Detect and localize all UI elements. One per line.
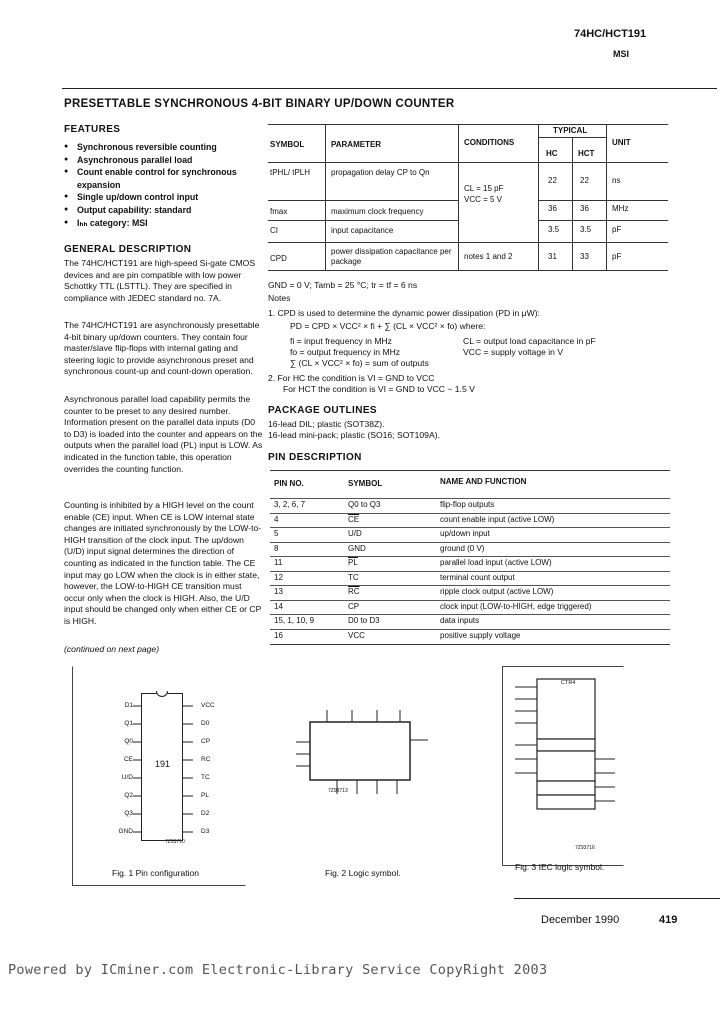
pin-no: 15, 1, 10, 9 bbox=[274, 616, 315, 625]
pin-label: GND bbox=[118, 828, 133, 835]
pin-no: 3, 2, 6, 7 bbox=[274, 500, 306, 509]
pin-label: Q0 bbox=[124, 738, 133, 745]
table-rule bbox=[268, 200, 458, 201]
row-hc: 3.5 bbox=[548, 225, 560, 234]
pin-label: D0 bbox=[201, 720, 210, 727]
th-hct: HCT bbox=[578, 149, 595, 158]
row-hct: 36 bbox=[580, 204, 589, 213]
pin-name: ripple clock output (active LOW) bbox=[440, 587, 554, 596]
pin-name: positive supply voltage bbox=[440, 630, 521, 640]
conditions-line: GND = 0 V; Tamb = 25 °C; tr = tf = 6 ns bbox=[268, 280, 418, 290]
note-def: fo = output frequency in MHz bbox=[290, 347, 401, 357]
package-heading: PACKAGE OUTLINES bbox=[268, 405, 377, 416]
table-row bbox=[270, 614, 670, 630]
note-2b: For HCT the condition is VI = GND to VCC − 1.5 V bbox=[283, 384, 475, 394]
pin-no: 12 bbox=[274, 572, 283, 582]
table-row bbox=[270, 498, 670, 514]
pin-name: count enable input (active LOW) bbox=[440, 514, 555, 524]
pin-label: Q2 bbox=[124, 792, 133, 799]
list-item: ● Asynchronous parallel load bbox=[64, 154, 264, 167]
table-rule bbox=[268, 270, 668, 271]
table-row bbox=[270, 556, 670, 572]
row-unit: pF bbox=[612, 225, 622, 234]
row-hc: 31 bbox=[548, 252, 557, 261]
pin-symbol: VCC bbox=[348, 630, 365, 640]
pin-label: RC bbox=[201, 756, 211, 763]
pin-label: D1 bbox=[124, 702, 133, 709]
logic-family: MSI bbox=[613, 49, 630, 59]
footer-rule bbox=[514, 898, 720, 899]
pin-label: D3 bbox=[201, 828, 210, 835]
note-def: fi = input frequency in MHz bbox=[290, 336, 392, 346]
right-pin-labels bbox=[201, 697, 231, 841]
left-pin-labels bbox=[111, 697, 133, 841]
pin-symbol: $\overline{CE}$ bbox=[348, 514, 360, 524]
table-rule bbox=[606, 124, 607, 270]
table-row bbox=[270, 527, 670, 543]
pin-label: Q1 bbox=[124, 720, 133, 727]
pin-symbol: $\overline{PL}$ bbox=[348, 558, 358, 567]
table-rule bbox=[572, 137, 573, 270]
row-symbol: tPHL/ tPLH bbox=[270, 168, 311, 177]
figure-code: 7Z93710 bbox=[165, 839, 185, 845]
pin-name: ground (0 V) bbox=[440, 543, 485, 553]
table-row bbox=[270, 513, 670, 529]
table-row bbox=[270, 629, 670, 645]
row-parameter: power dissipation capacitance per package bbox=[331, 247, 452, 266]
table-rule bbox=[268, 162, 668, 163]
note-formula: PD = CPD × VCC² × fi + ∑ (CL × VCC² × fo) where: bbox=[290, 321, 486, 331]
pin-table-header bbox=[270, 470, 670, 493]
row-unit: ns bbox=[612, 176, 621, 185]
iec-symbol-drawing bbox=[511, 675, 621, 855]
pin-label: TC bbox=[201, 774, 210, 781]
pin-no: 8 bbox=[274, 543, 279, 553]
th-hc: HC bbox=[546, 149, 558, 158]
cond-notes: notes 1 and 2 bbox=[464, 252, 513, 261]
row-parameter: maximum clock frequency bbox=[331, 207, 424, 216]
features-heading: FEATURES bbox=[64, 124, 121, 135]
pin-symbol: D0 to D3 bbox=[348, 616, 380, 625]
table-row bbox=[270, 585, 670, 601]
table-rule bbox=[268, 242, 668, 243]
table-row bbox=[270, 600, 670, 616]
figure-2-caption: Fig. 2 Logic symbol. bbox=[325, 868, 401, 878]
row-unit: MHz bbox=[612, 204, 629, 213]
th-conditions: CONDITIONS bbox=[464, 138, 515, 147]
pin-symbol: $\overline{RC}$ bbox=[348, 587, 360, 596]
spec-table bbox=[268, 124, 668, 274]
th-pin-name: NAME AND FUNCTION bbox=[440, 477, 527, 486]
row-symbol: fmax bbox=[270, 207, 288, 216]
row-hc: 22 bbox=[548, 176, 557, 185]
general-paragraph-3: Asynchronous parallel load capability permits the counter to be preset to any desired number. Information present on the parallel data inputs (D0 to D3) is loaded into the counter and appears on the outputs when the parallel load (PL) input is LOW. As indicated in the function table, this operation overrides the counting function. bbox=[64, 394, 263, 474]
features-list bbox=[64, 141, 264, 229]
figure-code: 7Z93716 bbox=[575, 845, 595, 851]
figure-3 bbox=[502, 666, 624, 866]
row-hct: 22 bbox=[580, 176, 589, 185]
table-rule bbox=[538, 124, 539, 270]
row-parameter: input capacitance bbox=[331, 226, 394, 235]
list-item: ● Count enable control for synchronous expansion bbox=[64, 166, 264, 191]
logic-symbol-drawing bbox=[282, 700, 432, 800]
row-symbol: CPD bbox=[270, 254, 287, 263]
table-rule bbox=[325, 124, 326, 270]
pin-name: up/down input bbox=[440, 529, 490, 538]
row-hct: 33 bbox=[580, 252, 589, 261]
note-def: CL = output load capacitance in pF bbox=[463, 336, 596, 346]
table-rule bbox=[538, 220, 668, 221]
list-item: ● Single up/down control input bbox=[64, 191, 264, 204]
general-paragraph-4: Counting is inhibited by a HIGH level on the count enable (CE) input. When CE is LOW internal state changes are initiated synchronously by the LOW-to-HIGH transition of the clock input. The up/down (U/D) input signal determines the direction of counting as indicated in the function table. The CE input may go LOW when the clock is in either state, however, the LOW-to-HIGH CE transition must occur only when the clock is HIGH. Also, the U/D input should be changed only when either CE or CP is HIGH. bbox=[64, 500, 262, 626]
table-rule bbox=[268, 124, 668, 125]
pin-label: D2 bbox=[201, 810, 210, 817]
iec-label: CTR4 bbox=[561, 680, 576, 686]
package-line: 16-lead mini-pack; plastic (SO16; SOT109A). bbox=[268, 430, 440, 440]
figure-code: 7Z93713 bbox=[328, 788, 348, 794]
table-rule bbox=[268, 220, 458, 221]
figure-1-caption: Fig. 1 Pin configuration bbox=[112, 868, 199, 878]
row-unit: pF bbox=[612, 252, 622, 261]
header-rule bbox=[62, 88, 717, 89]
pin-label: PL bbox=[201, 792, 209, 799]
table-row bbox=[270, 571, 670, 587]
pin-symbol: Q0 to Q3 bbox=[348, 500, 381, 509]
general-heading: GENERAL DESCRIPTION bbox=[64, 244, 192, 255]
list-item: ● Iₕₕ category: MSI bbox=[64, 217, 264, 230]
page-title: PRESETTABLE SYNCHRONOUS 4-BIT BINARY UP/DOWN COUNTER bbox=[64, 98, 455, 110]
table-rule bbox=[538, 200, 668, 201]
continued-note: (continued on next page) bbox=[64, 644, 160, 654]
footer-date: December 1990 bbox=[541, 914, 620, 926]
th-pin-symbol: SYMBOL bbox=[348, 479, 383, 488]
watermark-footer: Powered by ICminer.com Electronic-Library Service CopyRight 2003 bbox=[8, 962, 548, 978]
list-item: ● Synchronous reversible counting bbox=[64, 141, 264, 154]
pin-no: 16 bbox=[274, 630, 283, 640]
pin-heading: PIN DESCRIPTION bbox=[268, 452, 362, 463]
th-unit: UNIT bbox=[612, 138, 631, 147]
pin-label: CE bbox=[123, 756, 133, 763]
cond-vcc: VCC = 5 V bbox=[464, 195, 503, 204]
th-typical: TYPICAL bbox=[553, 126, 588, 135]
table-row bbox=[270, 542, 670, 558]
pin-name: terminal count output bbox=[440, 572, 515, 582]
figure-1 bbox=[72, 666, 246, 886]
th-parameter: PARAMETER bbox=[331, 140, 382, 149]
pin-name: flip-flop outputs bbox=[440, 500, 495, 509]
figure-3-caption: Fig. 3 IEC logic symbol. bbox=[515, 862, 605, 872]
pin-label: CP bbox=[201, 738, 211, 745]
pin-no: 11 bbox=[274, 558, 283, 567]
th-symbol: SYMBOL bbox=[270, 140, 305, 149]
pin-label: U/D bbox=[121, 774, 133, 781]
pin-no: 14 bbox=[274, 601, 283, 611]
general-paragraph-1: The 74HC/HCT191 are high-speed Si-gate CMOS devices and are pin compatible with low power Schottky TTL (LSTTL). They are specified in compliance with JEDEC standard no. 7A. bbox=[64, 258, 256, 303]
table-rule bbox=[458, 124, 459, 270]
table-rule bbox=[270, 644, 670, 645]
pin-leads bbox=[131, 697, 201, 843]
pin-no: 13 bbox=[274, 587, 283, 596]
pin-no: 4 bbox=[274, 514, 279, 524]
pin-name: parallel load input (active LOW) bbox=[440, 558, 552, 567]
pin-label: VCC bbox=[201, 702, 215, 709]
row-hct: 3.5 bbox=[580, 225, 592, 234]
pin-symbol: U/D bbox=[348, 529, 362, 538]
pin-symbol: TC bbox=[348, 572, 359, 582]
package-line: 16-lead DIL; plastic (SOT38Z). bbox=[268, 419, 385, 429]
chip-label: 191 bbox=[155, 759, 171, 769]
part-number: 74HC/HCT191 bbox=[574, 28, 647, 40]
row-symbol: CI bbox=[270, 226, 278, 235]
note-2a: 2. For HC the condition is VI = GND to VCC bbox=[268, 373, 435, 383]
list-item: ● Output capability: standard bbox=[64, 204, 264, 217]
note-def: ∑ (CL × VCC² × fo) = sum of outputs bbox=[290, 358, 429, 368]
pin-label: Q3 bbox=[124, 810, 133, 817]
pin-symbol: GND bbox=[348, 543, 366, 553]
pin-symbol: CP bbox=[348, 601, 360, 611]
note-1: 1. CPD is used to determine the dynamic power dissipation (PD in μW): bbox=[268, 308, 540, 318]
cond-load: CL = 15 pF bbox=[464, 184, 504, 193]
general-paragraph-2: The 74HC/HCT191 are asynchronously presettable 4-bit binary up/down counters. They contain four master/slave flip-flops with internal gating and steering logic to provide asynchronous preset and synchronous count-up and count-down operation. bbox=[64, 320, 260, 377]
figure-2 bbox=[282, 700, 432, 800]
notes-heading: Notes bbox=[268, 293, 291, 303]
th-pin-no: PIN NO. bbox=[274, 479, 304, 488]
pin-name: data inputs bbox=[440, 616, 480, 625]
row-parameter: propagation delay CP to Qn bbox=[331, 168, 430, 177]
pin-no: 5 bbox=[274, 529, 279, 538]
note-def: VCC = supply voltage in V bbox=[463, 347, 564, 357]
pin-name: clock input (LOW-to-HIGH, edge triggered) bbox=[440, 601, 592, 611]
row-hc: 36 bbox=[548, 204, 557, 213]
footer-page-number: 419 bbox=[659, 914, 678, 926]
